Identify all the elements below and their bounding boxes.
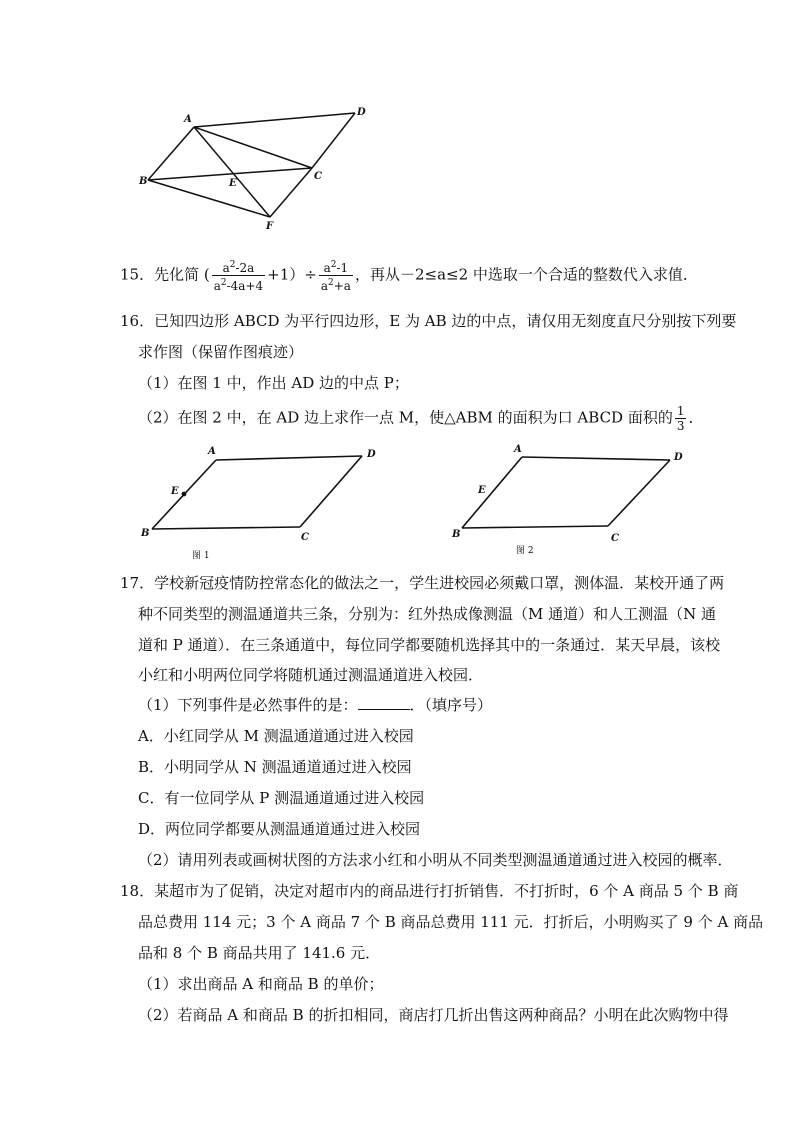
answer-blank[interactable] (358, 695, 410, 710)
q16-part1: （1）在图 1 中，作出 AD 边的中点 P； (138, 374, 409, 392)
q18-line2: 品总费用 114 元；3 个 A 商品 7 个 B 商品总费用 111 元．打折后，小明购买了 9 个 A 商品 (138, 913, 764, 931)
fig1-label-d: D (367, 449, 376, 460)
q15-suffix: ，再从－2≤a≤2 中选取一个合适的整数代入求值． (354, 265, 698, 284)
q17-line4: 小红和小明两位同学将随机通过测温通道进入校园． (138, 666, 484, 684)
q15-frac2-num: a (323, 261, 331, 275)
fig2-label-d: D (674, 452, 683, 463)
q17-option-b: B．小明同学从 N 测温通道通过进入校园 (138, 758, 412, 776)
fig2-label-a: A (514, 444, 522, 455)
q18-line1: 18．某超市为了促销，决定对超市内的商品进行打折销售．不打折时，6 个 A 商品 5 个 B 商 (120, 882, 739, 900)
q15-frac1-num: a (222, 261, 230, 275)
fig1-label-b: B (141, 528, 150, 539)
q15-frac1-num-sup: 2 (229, 260, 236, 270)
q15-frac1 (212, 258, 265, 293)
q16-part2 (138, 404, 704, 433)
q18-line3: 品和 8 个 B 商品共用了 141.6 元． (138, 944, 381, 962)
q15-frac1-num-rest: -2a (235, 261, 255, 275)
q16-line2: 求作图（保留作图痕迹） (138, 343, 304, 361)
label-b: B (139, 176, 148, 187)
q15-plus-one: +1）÷ (267, 265, 317, 284)
q17-line2: 种不同类型的测温通道共三条，分别为：红外热成像测温（M 通道）和人工测温（N 通 (138, 605, 717, 623)
fig2-label-b: B (452, 529, 461, 540)
fig1-label-c: C (301, 532, 309, 543)
q16-line1: 16．已知四边形 ABCD 为平行四边形，E 为 AB 边的中点，请仅用无刻度直尺分别按下列要 (120, 312, 737, 330)
q17-option-a: A．小红同学从 M 测温通道通过进入校园 (138, 727, 414, 745)
q17-option-c: C．有一位同学从 P 测温通道通过进入校园 (138, 789, 425, 807)
q16-part2-frac (675, 404, 687, 433)
q17-part1-prefix: （1）下列事件是必然事件的是： (138, 696, 358, 714)
q17-part2: （2）请用列表或画树状图的方法求小红和小明从不同类型测温通道通过进入校园的概率． (138, 851, 733, 869)
fig2-label-e: E (478, 485, 486, 496)
label-c: C (314, 171, 322, 182)
q15-frac2-num-rest: -1 (336, 261, 349, 275)
fig1-caption: 图 1 (192, 551, 210, 561)
q18-part1: （1）求出商品 A 和商品 B 的单价； (138, 975, 384, 993)
q15-frac2-den-rest: +a (333, 279, 351, 293)
label-f: F (266, 221, 274, 232)
q17-option-d: D．两位同学都要从测温通道通过进入校园 (138, 820, 421, 838)
q17-part1 (138, 695, 492, 715)
q16-frac-den: 3 (676, 419, 685, 433)
q15-line (120, 258, 698, 293)
q15-prefix: 15．先化简 ( (120, 265, 210, 284)
q15-frac1-den: a (213, 279, 221, 293)
top-geometry-figure (130, 100, 380, 235)
q15-frac2-den-sup: 2 (328, 278, 334, 288)
fig2-label-c: C (611, 533, 619, 544)
q15-frac2-num-sup: 2 (330, 260, 337, 270)
figure-2 (448, 440, 698, 565)
point-e-fig1 (182, 492, 187, 497)
q16-part2-suffix: ． (688, 408, 704, 427)
q15-frac1-den-rest: -4a+4 (226, 279, 264, 293)
q16-frac-num: 1 (676, 404, 685, 418)
fig1-label-a: A (208, 446, 216, 457)
label-e: E (229, 178, 237, 189)
label-a: A (184, 114, 192, 125)
q15-frac2-den: a (320, 279, 328, 293)
q16-part2-prefix: （2）在图 2 中，在 AD 边上求作一点 M，使△ABM 的面积为口 ABCD 面积的 (138, 408, 673, 427)
q17-part1-suffix: ．（填序号） (409, 696, 493, 714)
label-d: D (357, 107, 366, 118)
q17-line3: 道和 P 通道）．在三条通道中，每位同学都要随机选择其中的一条通过．某天早晨，该校 (138, 636, 721, 654)
fig1-label-e: E (171, 486, 179, 497)
fig2-caption: 图 2 (516, 546, 534, 556)
q18-part2: （2）若商品 A 和商品 B 的折扣相同，商店打几折出售这两种商品？小明在此次购物中得 (138, 1006, 729, 1024)
q15-frac2 (319, 258, 353, 293)
q17-line1: 17．学校新冠疫情防控常态化的做法之一，学生进校园必须戴口罩，测体温．某校开通了两 (120, 574, 725, 592)
figure-1 (138, 440, 388, 565)
q15-frac1-den-sup: 2 (220, 278, 227, 288)
